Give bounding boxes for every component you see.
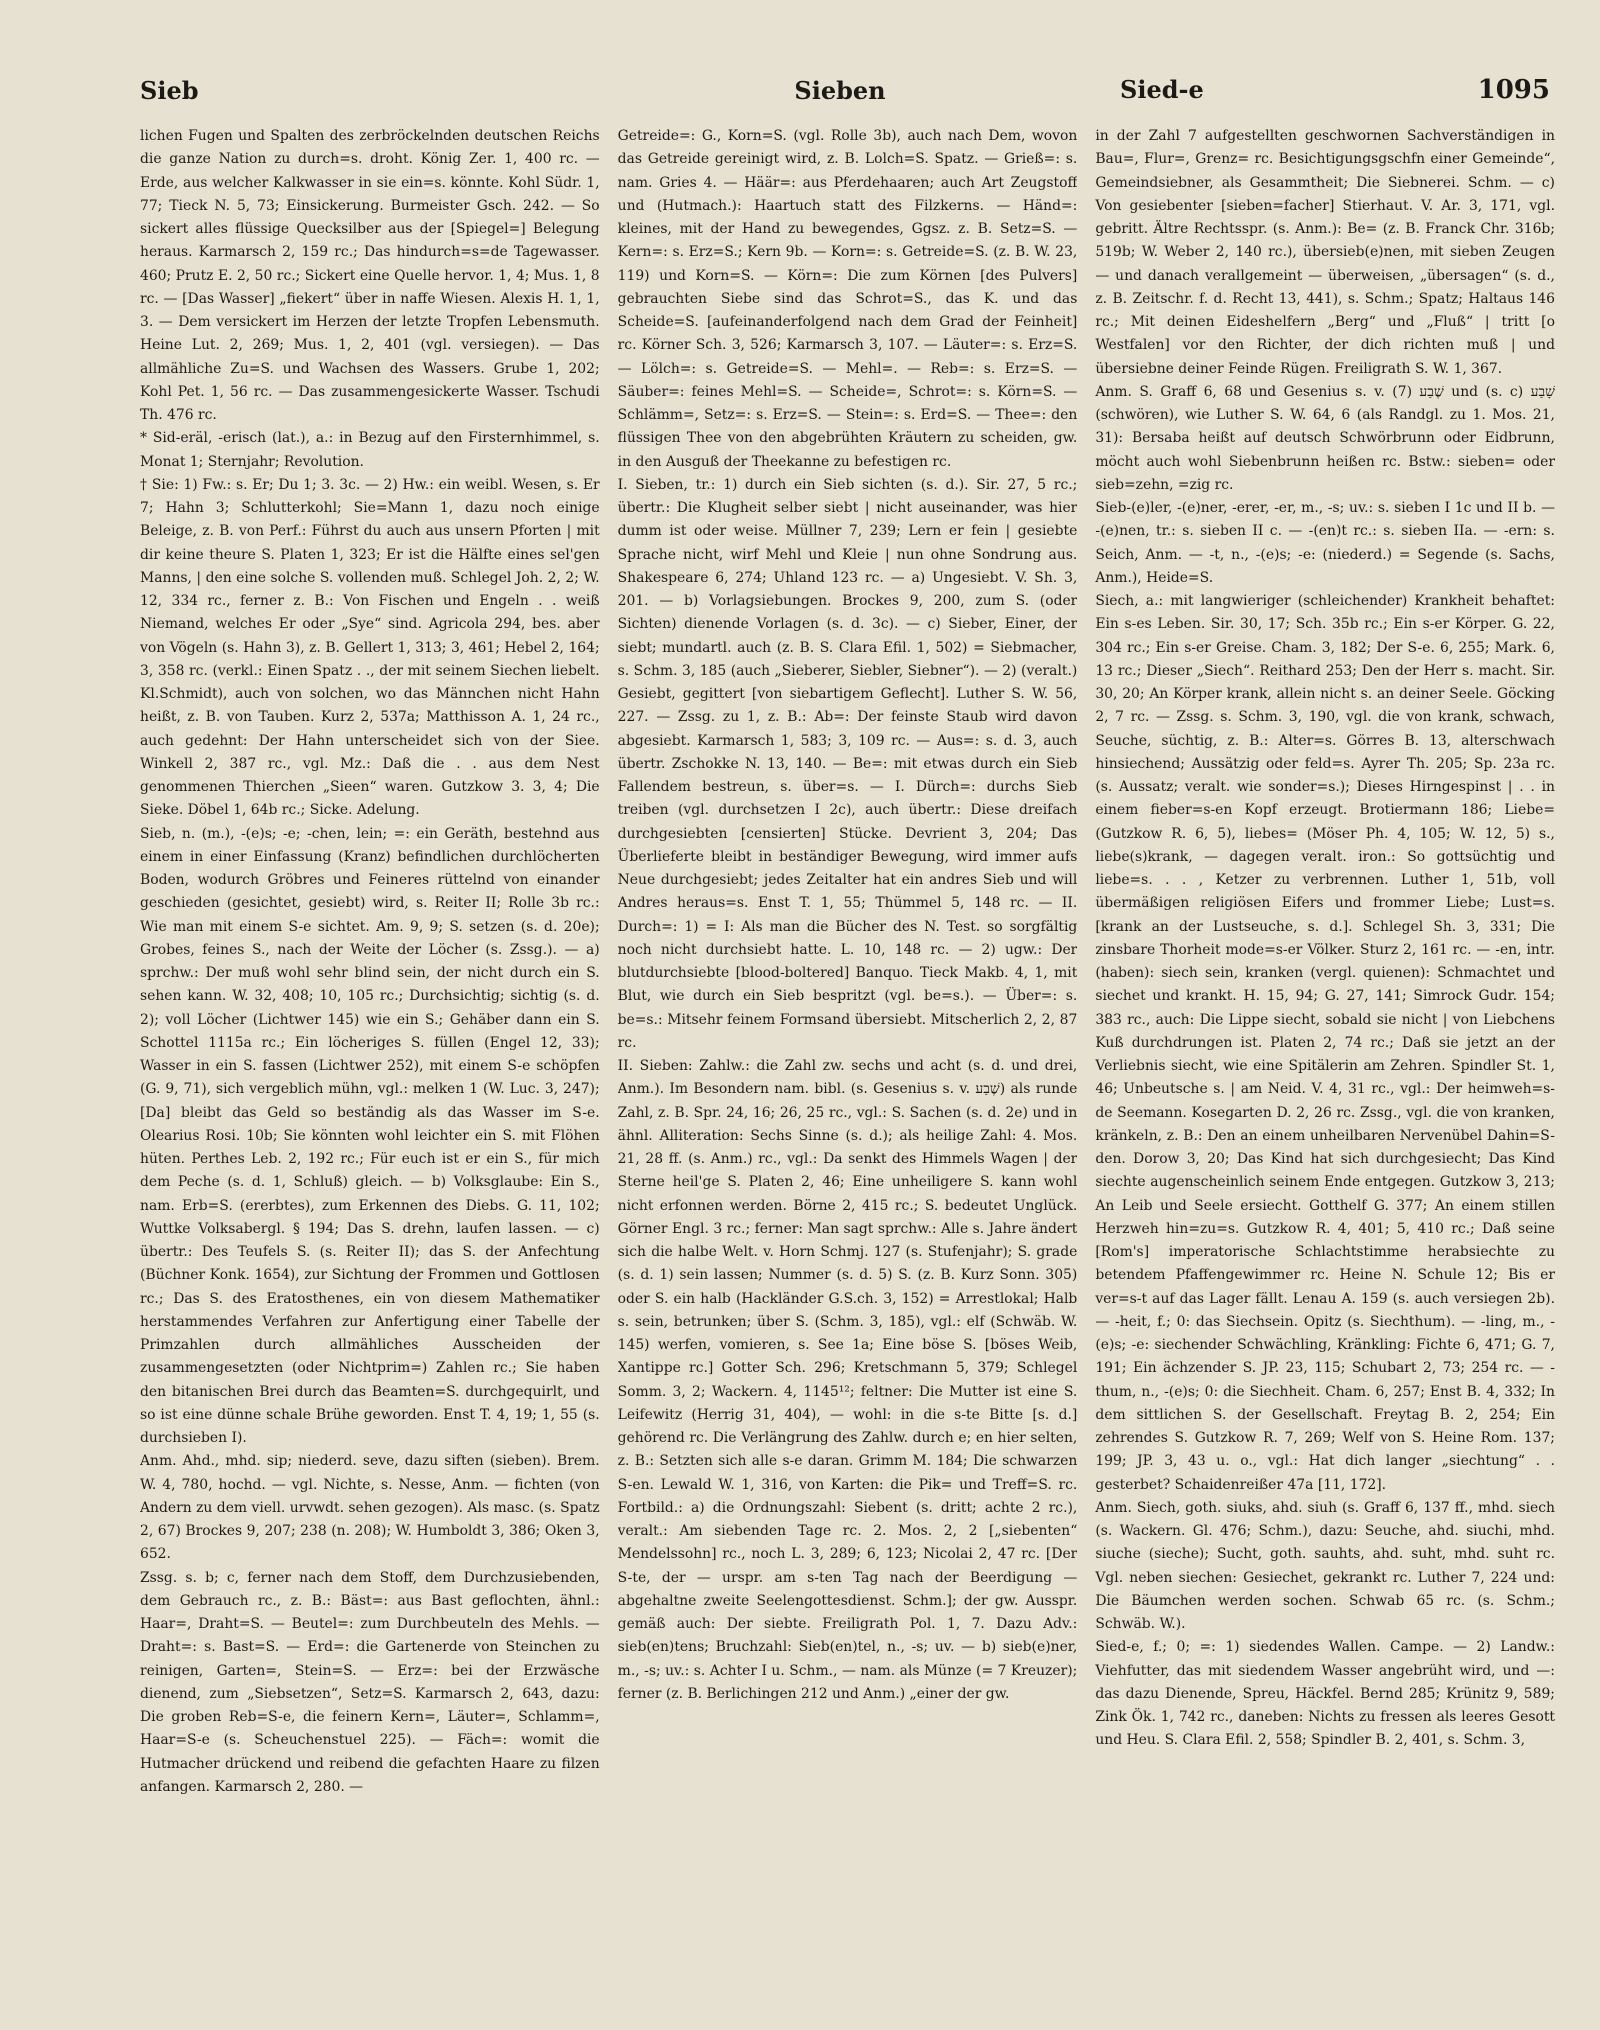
page-number: 1095 [1477,75,1550,105]
entry-sieben-number: II. Sieben: Zahlw.: die Zahl zw. sechs und acht (s. d. und drei, Anm.). Im Besondern nam. bibl. (s. Gesenius s. v. שֶׁבַע) als runde Zahl, z. B. Spr. 24, 16; 26, 25 rc., vgl.: S. Sachen (s. d. 2e) und in ähnl. Alliteration: Sechs Sinne (s. d.); als heilige Zahl: 4. Mos. 21, 28 ff. (s. Anm.) rc., vgl.: Da senkt des Himmels Wagen | der Sterne heil'ge S. Platen 2, 46; Eine unheiligere S. kann wohl nicht erfonnen werden. Börne 2, 415 rc.; S. bedeutet Unglück. Görner Engl. 3 rc.; ferner: Man sagt sprchw.: Alle s. Jahre ändert sich die halbe Welt. v. Horn Schmj. 127 (s. Stufenjahr); S. grade (s. d. 1) sein lassen; Nummer (s. d. 5) S. (z. B. Kurz Sonn. 305) oder S. ein halb (Hackländer G.S.ch. 3, 152) = Arrestlokal; Halb s. sein, betrunken; über S. (Schm. 3, 185), vgl.: elf (Schwäb. W. 145) werfen, vomieren, s. See 1a; Eine böse S. [böses Weib, Xantippe rc.] Gotter Sch. 296; Kretschmann 5, 379; Schlegel Somm. 3, 2; Wackern. 4, 1145¹²; feltner: Die Mutter ist eine S. Leifewitz (Herrig 31, 404), — wohl: in die s-te Bitte [s. d.] gehörend rc. Die Verlängrung des Zahlw. durch e; en hier selten, z. B.: Setzten sich alle s-e daran. Grimm M. 184; Die schwarzen S-en. Lewald W. 1, 316, von Karten: die Pik= und Treff=S. rc. Fortbild.: a) die Ordnungszahl: Siebent (s. dritt; achte 2 rc.), veralt.: Am siebenden Tage rc. 2. Mos. 2, 2 [„siebenten“ Mendelssohn] rc., noch L. 3, 289; 6, 123; Nicolai 2, 47 rc. [Der S-te, der — urspr. am s-ten Tag nach der Beerdigung — abgehaltne zweite Seelengottesdienst. Schm.]; der gw. Ausspr. gemäß auch: Der siebte. Freiligrath Pol. 1, 7. Dazu Adv.: sieb(en)tens; Bruchzahl: Sieb(en)tel, n., -s; uv. — b) sieb(e)ner, m., -s; uv.: s. Achter I u. Schm., — nam. als Münze (= 7 Kreuzer); ferner (z. B. Berlichingen 212 und Anm.) „einer der gw. [617,1058,1078,1702]
paragraph: Getreide=: G., Korn=S. (vgl. Rolle 3b), auch nach Dem, wovon das Getreide gereinigt wird, z. B. Lolch=S. Spatz. — Grieß=: s. nam. Gries 4. — Häär=: aus Pferdehaaren; auch Art Zeugstoff und (Hutmach.): Haartuch statt des Filzkerns. — Händ=: kleines, mit der Hand zu bewegendes, Ggsz. z. B. Setz=S. — Kern=: s. Erz=S.; Kern 9b. — Korn=: s. Getreide=S. (z. B. W. 23, 119) und Korn=S. — Körn=: Die zum Körnen [des Pulvers] gebrauchten Siebe sind das Schrot=S., das K. und das Scheide=S. [aufeinanderfolgend nach dem Grad der Feinheit] rc. Körner Sch. 3, 526; Karmarsch 3, 107. — Läuter=: s. Erz=S. — Lölch=: s. Getreide=S. — Mehl=. — Reb=: s. Erz=S. — Säuber=: feines Mehl=S. — Scheide=, Schrot=: s. Körn=S. — Schlämm=, Setz=: s. Erz=S. — Stein=: s. Erd=S. — Thee=: den flüssigen Thee von den abgebrühten Kräutern zu scheiden, gw. in den Ausguß der Theekanne zu befestigen rc. [617,128,1078,470]
column-3 [1095,125,1555,1990]
note-paragraph: Anm. Siech, goth. siuks, ahd. siuh (s. Graff 6, 137 ff., mhd. siech (s. Wackern. Gl. 476; Schm.), dazu: Seuche, ahd. siuchi, mhd. siuche (sieche); Sucht, goth. sauhts, ahd. suht, mhd. suht rc. Vgl. neben siechen: Gesiechet, gekrankt rc. Luther 7, 224 und: Die Bäumchen werden sochen. Schwab 65 rc. (s. Schm.; Schwäb. W.). [1095,1499,1555,1632]
entry-sieb: Sieb, n. (m.), -(e)s; -e; -chen, lein; =: ein Geräth, bestehnd aus einem in einer Einfassung (Kranz) befindlichen durchlöcherten Boden, wodurch Gröbres und Feineres rüttelnd von einander geschieden (gesichtet, gesiebt) wird, s. Reiter II; Rolle 3b rc.: Wie man mit einem S-e sichtet. Am. 9, 9; S. setzen (s. d. 20e); Grobes, feines S., nach der Weite der Löcher (s. Zssg.). — a) sprchw.: Der muß wohl sehr blind sein, der nicht durch ein S. sehen kann. W. 32, 408; 10, 105 rc.; Durchsichtig; sichtig (s. d. 2); voll Löcher (Lichtwer 145) wie ein S.; Gehäber dann ein S. Schottel 1115a rc.; Ein löcheriges S. füllen (Engel 12, 33); Wasser in ein S. fassen (Lichtwer 252), mit einem S-e schöpfen (G. 9, 71), sich vergeblich mühn, vgl.: melken 1 (W. Luc. 3, 247); [Da] bleibt das Geld so beständig als das Wasser im S-e. Olearius Rosi. 10b; Sie könnten wohl leichter ein S. mit Flöhen hüten. Perthes Leb. 2, 192 rc.; Für euch ist er ein S., für mich dem Peche (s. d. 1, Schluß) gleich. — b) Volksglaube: Ein S., nam. Erb=S. (ererbtes), zum Erkennen des Diebs. G. 11, 102; Wuttke Volksabergl. § 194; Das S. drehn, laufen lassen. — c) übertr.: Des Teufels S. (s. Reiter II); das S. der Anfechtung (Büchner Konk. 1654), zur Sichtung der Frommen und Gottlosen rc.; Das S. des Eratosthenes, ein von diesem Mathematiker herstammendes Verfahren zur Anfertigung einer Tabelle der Primzahlen durch allmähliches Ausscheiden der zusammengesetzten (oder Nichtprim=) Zahlen rc.; Sie haben den bitanischen Brei durch das Beamten=S. durchgequirlt, und so ist eine dünne schale Brühe geworden. Enst T. 4, 19; 1, 55 (s. durchsieben I). [140,825,600,1446]
paragraph: in der Zahl 7 aufgestellten geschwornen Sachverständigen in Bau=, Flur=, Grenz= rc. Besichtigungsgschfn einer Gemeinde“, Gemeindsiebner, als Gesammtheit; Die Siebnerei. Schm. — c) Von gesiebenter [sieben=facher] Stierhaut. V. Ar. 3, 171, vgl. gebritt. Ältre Rechtsspr. (s. Anm.): Be= (z. B. Franck Chr. 316b; 519b; W. Weber 2, 140 rc.), übersieb(e)nen, mit sieben Zeugen — und danach verallgemeint — überweisen, „übersagen“ (s. d., z. B. Zeitschr. f. d. Recht 13, 441), s. Schm.; Spatz; Haltaus 146 rc.; Mit deinen Eideshelfern „Berg“ und „Fluß“ | tritt [o Westfalen] vor den Richter, der dich richten muß | und übersiebne deiner Feinde Rügen. Freiligrath S. W. 1, 367. [1095,128,1555,377]
entry-siech: Siech, a.: mit langwieriger (schleichender) Krankheit behaftet: Ein s-es Leben. Sir. 30, 17; Sch. 35b rc.; Ein s-er Körper. G. 22, 304 rc.; Ein s-er Greise. Cham. 3, 182; Der S-e. 6, 255; Mark. 6, 13 rc.; Dieser „Siech“. Reithard 253; Den der Herr s. macht. Sir. 30, 20; An Körper krank, allein nicht s. an deiner Seele. Göcking 2, 7 rc. — Zssg. s. Schm. 3, 190, vgl. die von krank, schwach, Seuche, süchtig, z. B.: Alter=s. Görres B. 13, alterschwach hinsiechend; Aussätzig oder feld=s. Ayrer Th. 205; Sp. 23a rc. (s. Aussatz; veralt. wie sonder=s.); Dieses Hirngespinst | . . in einem fieber=s-en Kopf erzeugt. Brotiermann 186; Liebe= (Gutzkow R. 6, 5), liebes= (Möser Ph. 4, 105; W. 12, 5) s., liebe(s)krank, — dagegen veralt. iron.: So gottsüchtig und liebe=s. . . , Ketzer zu verbrennen. Luther 1, 51b, voll übermäßigen religiösen Eifers und frommer Liebe; Lust=s. [krank an der Lustseuche, s. d.]. Schlegel Sh. 3, 331; Die zinsbare Thorheit mode=s-er Völker. Sturz 2, 161 rc. — -en, intr. (haben): siech sein, kranken (vergl. quienen): Schmachtet und siechet und krankt. H. 15, 94; G. 27, 141; Simrock Gudr. 154; 383 rc., auch: Die Lippe siecht, sobald sie nicht | von Liebchens Kuß durchdrungen ist. Platen 2, 74 rc.; Daß sie jetzt an der Verliebnis siecht, wie eine Spitälerin am Zehren. Spindler St. 1, 46; Unbeutsche s. | am Neid. V. 4, 31 rc., vgl.: Der heimweh=s-de Seemann. Kosegarten D. 2, 26 rc. Zssg., vgl. die von kranken, kränkeln, z. B.: Den an einem unheilbaren Nervenübel Dahin=S-den. Dorow 3, 20; Das Kind hat sich durchgesiecht; Das Kind siechte augenscheinlich seinem Ende entgegen. Gutzkow 3, 213; An Leib und Seele ersiecht. Gotthelf G. 377; An einem stillen Herzweh hin=zu=s. Gutzkow R. 4, 401; 5, 410 rc.; Daß seine [Rom's] imperatorische Schlachtstimme herabsiechte zu betendem Pfaffengewimmer rc. Heine N. Schule 12; Bis er ver=s-t auf das Lager fällt. Lenau A. 159 (s. auch versiegen 2b). — -heit, f.; 0: das Siechsein. Opitz (s. Siechthum). — -ling, m., -(e)s; -e: siechender Schwächling, Kränkling: Fichte 6, 471; G. 7, 191; Ein ächzender S. JP. 23, 115; Schubart 2, 73; 254 rc. — -thum, n., -(e)s; 0: die Siechheit. Cham. 6, 257; Enst B. 4, 332; In dem sittlichen S. der Gesellschaft. Freytag B. 2, 254; Ein zehrendes S. Gutzkow R. 7, 269; Welf von S. Heine Rom. 137; 199; JP. 3, 43 u. o., vgl.: Hat dich langer „siechtung“ . . gesterbet? Schaidenreißer 47a [11, 172]. [1095,593,1555,1493]
column-1 [140,125,600,1990]
text-columns [140,125,1555,1990]
compound-paragraph: Zssg. s. b; c, ferner nach dem Stoff, dem Durchzusiebenden, dem Gebrauch rc., z. B.: Bäst=: aus Bast geflochten, ähnl.: Haar=, Draht=S. — Beutel=: zum Durchbeuteln des Mehls. — Draht=: s. Bast=S. — Erd=: die Gartenerde von Steinchen zu reinigen, Garten=, Stein=S. — Erz=: bei der Erzwäsche dienend, zum „Siebsetzen“, Setz=S. Karmarsch 2, 643, dazu: Die groben Reb=S-e, die feinern Kern=, Läuter=, Schlamm=, Haar=S-e (s. Scheuchenstuel 225). — Fäch=: womit die Hutmacher drückend und reibend die gefachten Haare zu filzen anfangen. Karmarsch 2, 280. — [140,1569,600,1795]
column-2 [618,125,1078,1990]
entry-sie: † Sie: 1) Fw.: s. Er; Du 1; 3. 3c. — 2) Hw.: ein weibl. Wesen, s. Er 7; Hahn 3; Schlutterkohl; Sie=Mann 1, dazu noch einige Beleige, z. B. von Perf.: Führst du auch aus unsern Pforten | mit dir keine theure S. Platen 1, 323; Er ist die Hälfte eines sel'gen Manns, | den eine solche S. vollenden muß. Schlegel Joh. 2, 2; W. 12, 334 rc., ferner z. B.: Von Fischen und Engeln . . weiß Niemand, welches Er oder „Sye“ sind. Agricola 294, bes. aber von Vögeln (s. Hahn 3), z. B. Gellert 1, 313; 3, 461; Hebel 2, 164; 3, 358 rc. (verkl.: Einen Spatz . ., der mit seinem Siechen liebelt. Kl.Schmidt), auch von solchen, wo das Männchen nicht Hahn heißt, z. B. von Tauben. Kurz 2, 537a; Matthisson A. 1, 24 rc., auch gedehnt: Der Hahn unterscheidet sich von der Siee. Winkell 2, 387 rc., vgl. Mz.: Daß die . . aus dem Nest genommenen Thierchen „Sieen“ waren. Gutzkow 3. 3, 4; Die Sieke. Döbel 1, 64b rc.; Sicke. Adelung. [140,476,600,819]
note-paragraph: Anm. S. Graff 6, 68 und Gesenius s. v. שֶׁבַע (7) und (s. c) שָׁבַע (schwören), wie Luther S. W. 64, 6 (als Randgl. zu 1. Mos. 21, 31): Bersaba heißt auf deutsch Schwörbrunn oder Eidbrunn, möcht auch wohl Siebenbrunn heißen rc. Bstw.: sieben= oder sieb=zehn, =zig rc. [1095,383,1555,493]
note-paragraph: Anm. Ahd., mhd. sip; niederd. seve, dazu siften (sieben). Brem. W. 4, 780, hochd. — vgl. Nichte, s. Nesse, Anm. — fichten (von Andern zu dem viell. urvwdt. sehen gezogen). Als masc. (s. Spatz 2, 67) Brockes 9, 207; 238 (n. 208); W. Humboldt 3, 386; Oken 3, 652. [140,1453,600,1563]
right-header [1120,75,1550,105]
entry-sieben-verb: I. Sieben, tr.: 1) durch ein Sieb sichten (s. d.). Sir. 27, 5 rc.; übertr.: Die Klugheit selber siebt | nicht auseinander, was hier dumm ist oder weise. Müllner 7, 239; Lern er fein | gesiebte Sprache nicht, wirf Mehl und Kleie | nun ohne Sondrung aus. Shakespeare 6, 274; Uhland 123 rc. — a) Ungesiebt. V. Sh. 3, 201. — b) Vorlagsiebungen. Brockes 9, 200, zum S. (oder Sichten) dienende Vorlagen (s. d. 3c). — c) Sieber, Einer, der siebt; mundartl. auch (z. B. S. Clara Efil. 1, 502) = Siebmacher, s. Schm. 3, 185 (auch „Sieberer, Siebler, Siebner“). — 2) (veralt.) Gesiebt, gegittert [von siebartigem Geflecht]. Luther S. W. 56, 227. — Zssg. zu 1, z. B.: Ab=: Der feinste Staub wird davon abgesiebt. Karmarsch 1, 583; 3, 109 rc. — Aus=: s. d. 3, auch übertr. Zschokke N. 13, 140. — Be=: mit etwas durch ein Sieb Fallendem bestreun, s. über=s. — I. Dürch=: durchs Sieb treiben (vgl. durchsetzen I 2c), auch übertr.: Diese dreifach durchgesiebten [censierten] Stücke. Devrient 3, 204; Das Überlieferte bleibt in beständiger Bewegung, wird immer aufs Neue durchgesiebt; jedes Zeitalter hat ein andres Sieb und will Andres heraus=s. Enst T. 1, 55; Thümmel 5, 148 rc. — II. Durch=: 1) = I: Als man die Bücher des N. Test. so sorgfältig noch nicht durchsiebt hatte. L. 10, 148 rc. — 2) ugw.: Der blutdurchsiebte [blood-boltered] Banquo. Tieck Makb. 4, 1, mit Blut, wie durch ein Sieb bespritzt (vgl. be=s.). — Über=: s. be=s.: Mitsehr feinem Formsand übersiebt. Mitscherlich 2, 2, 87 rc. [617,476,1078,1051]
center-headword: Sieben [794,75,886,105]
page-header [140,70,1550,110]
paragraph: lichen Fugen und Spalten des zerbröckelnden deutschen Reichs die ganze Nation zu durch=s. droht. König Zer. 1, 400 rc. — Erde, aus welcher Kalkwasser in sie ein=s. könnte. Kohl Südr. 1, 77; Tieck N. 5, 73; Einsickerung. Burmeister Gsch. 242. — So sickert alles flüssige Quecksilber aus der [Spiegel=] Belegung heraus. Karmarsch 2, 159 rc.; Das hindurch=s=de Tagewasser. 460; Prutz E. 2, 50 rc.; Sickert eine Quelle hervor. 1, 4; Mus. 1, 8 rc. — [Das Wasser] „fiekert“ über in naffe Wiesen. Alexis H. 1, 1, 3. — Dem versickert im Herzen der letzte Tropfen Lebensmuth. Heine Lut. 2, 269; Mus. 1, 2, 401 (vgl. versiegen). — Das allmähliche Zu=S. und Wachsen des Wassers. Grube 1, 202; Kohl Pet. 1, 56 rc. — Das zusammengesickerte Wasser. Tschudi Th. 476 rc. [140,128,600,423]
entry-siede: Sied-e, f.; 0; =: 1) siedendes Wallen. Campe. — 2) Landw.: Viehfutter, das mit siedendem Wasser angebrüht wird, und —: das dazu Dienende, Spreu, Häckfel. Bernd 285; Krünitz 9, 589; Zink Ök. 1, 742 rc., daneben: Nichts zu fressen als leeres Gesott und Heu. S. Clara Efil. 2, 558; Spindler B. 2, 401, s. Schm. 3, [1095,1639,1555,1749]
entry-siderael: * Sid-eräl, -erisch (lat.), a.: in Bezug auf den Firsternhimmel, s. Monat 1; Sternjahr; Revolution. [140,430,600,470]
right-headword: Sied-e [1120,75,1204,104]
left-headword: Sieb [140,75,199,105]
entry-siebler: Sieb-(e)ler, -(e)ner, -erer, -er, m., -s; uv.: s. sieben I 1c und II b. — -(e)nen, tr.: s. sieben II c. — -(en)t rc.: s. sieben IIa. — -ern: s. Seich, Anm. — -t, n., -(e)s; -e: (niederd.) = Segende (s. Sachs, Anm.), Heide=S. [1095,500,1555,586]
